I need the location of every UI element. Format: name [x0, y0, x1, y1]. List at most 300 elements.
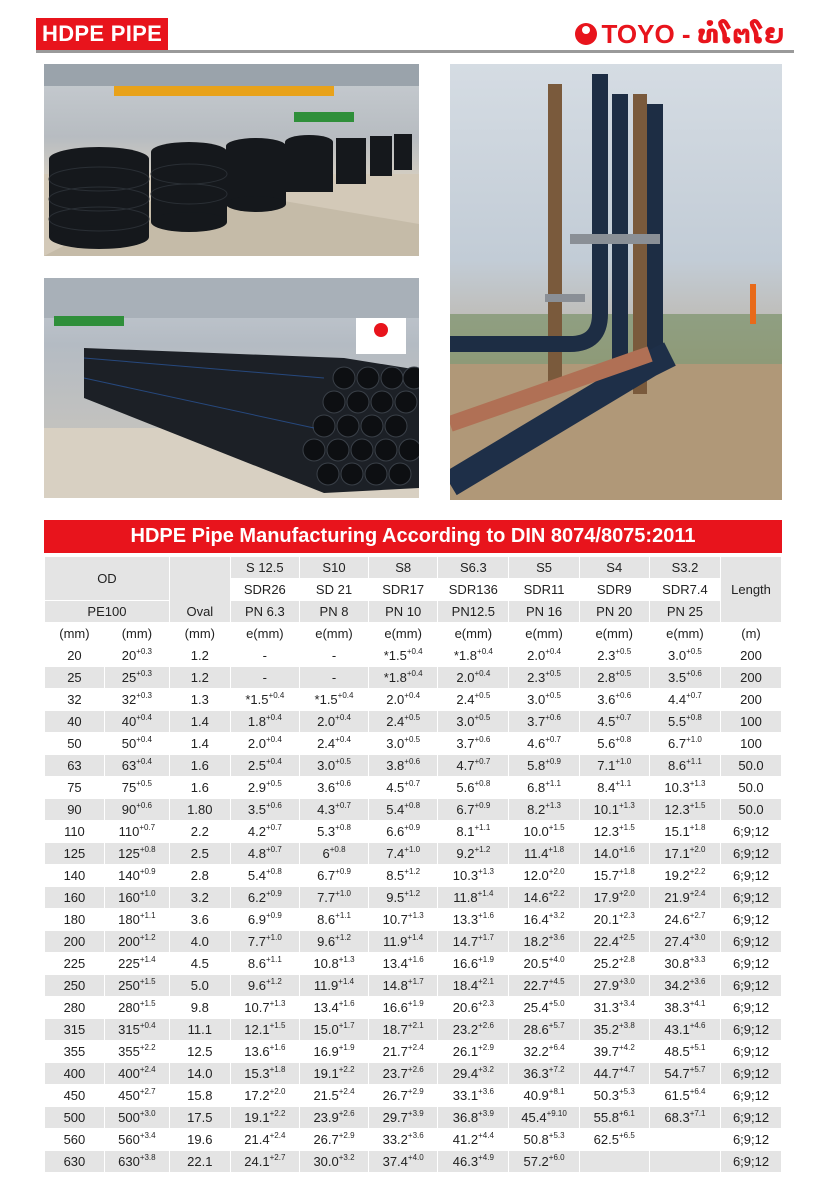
tolerance-superscript: +2.6	[338, 1108, 355, 1118]
cell-value: $27.4^{+3.0}$	[664, 932, 706, 949]
table-cell	[105, 909, 169, 930]
table-cell	[509, 755, 578, 776]
table-row	[45, 865, 781, 886]
cell-value: 200	[740, 692, 762, 707]
table-cell	[170, 1063, 230, 1084]
tolerance-superscript: +6.0	[548, 1152, 565, 1162]
cell-value: $16.9^{+1.9}$	[313, 1042, 355, 1059]
cell-value: $3.0^{+0.5}$	[456, 712, 491, 729]
cell-value: $15.7^{+1.8}$	[593, 866, 635, 883]
cell-value: $11.4^{+1.8}$	[523, 844, 565, 861]
table-cell	[369, 975, 437, 996]
table-cell	[231, 1019, 299, 1040]
table-row	[45, 1063, 781, 1084]
cell-value: $110^{+0.7}$	[118, 822, 156, 839]
table-cell	[300, 645, 368, 666]
cell-value: $11.9^{+1.4}$	[383, 932, 424, 949]
tolerance-superscript: +1.1	[474, 822, 491, 832]
tolerance-superscript: +1.1	[139, 910, 156, 920]
table-cell	[231, 975, 299, 996]
cell-value: $6.7^{+0.9}$	[456, 800, 491, 817]
cell-value: $4.7^{+0.7}$	[456, 756, 491, 773]
header-unit: e(mm)	[580, 623, 649, 644]
tolerance-superscript: +1.2	[265, 976, 282, 986]
table-cell	[45, 1151, 104, 1172]
tolerance-superscript: +0.6	[265, 800, 282, 810]
tolerance-superscript: +2.2	[689, 866, 706, 876]
tolerance-superscript: +0.9	[265, 888, 282, 898]
tolerance-superscript: +1.1	[545, 778, 561, 788]
cell-value: 4.5	[190, 956, 209, 971]
table-cell	[369, 1085, 437, 1106]
table-row	[45, 975, 781, 996]
tolerance-superscript: +4.7	[618, 1064, 635, 1074]
tolerance-superscript: +0.5	[615, 646, 632, 656]
cell-value: $16.6^{+1.9}$	[382, 998, 424, 1015]
table-cell	[45, 1019, 104, 1040]
cell-value: $2.0^{+0.4}$	[317, 712, 351, 729]
cell-value: $50^{+0.4}$	[121, 734, 152, 751]
table-row	[45, 1085, 781, 1106]
table-cell	[438, 667, 508, 688]
header-sdr: SDR136	[438, 579, 508, 600]
table-cell	[300, 843, 368, 864]
tolerance-superscript: +5.3	[618, 1086, 635, 1096]
tolerance-superscript: +0.4	[406, 646, 423, 656]
cell-value: $14.8^{+1.7}$	[382, 976, 424, 993]
table-cell	[369, 843, 437, 864]
header-pn: PN 8	[300, 601, 368, 622]
cell-value: $225^{+1.4}$	[118, 954, 156, 971]
cell-value: $7.7^{+1.0}$	[247, 932, 282, 949]
table-cell	[438, 953, 508, 974]
cell-value: 1.6	[190, 758, 209, 773]
table-cell	[170, 909, 230, 930]
tolerance-superscript: +0.5	[474, 712, 491, 722]
table-cell	[509, 799, 578, 820]
tolerance-superscript: +1.6	[338, 998, 355, 1008]
cell-value: $*1.5^{+0.4}$	[245, 690, 285, 707]
cell-value: $14.0^{+1.6}$	[593, 844, 635, 861]
tolerance-superscript: +0.4	[335, 712, 351, 722]
table-cell	[721, 799, 781, 820]
tolerance-superscript: +2.3	[478, 998, 494, 1008]
table-cell	[105, 777, 169, 798]
cell-value: 355	[63, 1044, 86, 1059]
tolerance-superscript: +4.1	[689, 998, 706, 1008]
table-cell	[300, 1041, 368, 1062]
cell-value: $63^{+0.4}$	[121, 756, 152, 773]
tolerance-superscript: +6.4	[689, 1086, 706, 1096]
cell-value: 110	[64, 824, 85, 839]
cell-value: $22.7^{+4.5}$	[523, 976, 565, 993]
header-unit: (mm)	[105, 623, 169, 644]
tolerance-superscript: +4.0	[548, 954, 565, 964]
table-cell	[580, 1019, 649, 1040]
cell-value: $32.2^{+6.4}$	[523, 1042, 565, 1059]
tolerance-superscript: +0.5	[335, 756, 351, 766]
tolerance-superscript: +1.0	[686, 734, 702, 744]
table-cell	[721, 755, 781, 776]
tolerance-superscript: +0.5	[404, 734, 421, 744]
table-cell	[509, 733, 578, 754]
cell-value: $3.8^{+0.6}$	[386, 756, 421, 773]
cell-value: 630	[63, 1154, 86, 1169]
table-cell	[369, 1019, 437, 1040]
tolerance-superscript: +2.4	[407, 1042, 424, 1052]
cell-value: $39.7^{+4.2}$	[593, 1042, 635, 1059]
cell-value: 250	[63, 978, 86, 993]
cell-value: $280^{+1.5}$	[118, 998, 156, 1015]
cell-value: $8.2^{+1.3}$	[527, 800, 561, 817]
cell-value: $4.5^{+0.7}$	[386, 778, 421, 795]
tolerance-superscript: +0.7	[404, 778, 421, 788]
tolerance-superscript: +1.6	[269, 1042, 286, 1052]
cell-value: $26.7^{+2.9}$	[382, 1086, 424, 1103]
cell-value: $29.4^{+3.2}$	[452, 1064, 494, 1081]
table-cell	[650, 953, 720, 974]
table-cell	[580, 1107, 649, 1128]
cell-value: $3.0^{+0.5}$	[386, 734, 421, 751]
cell-value: $12.3^{+1.5}$	[664, 800, 706, 817]
cell-value: 6;9;12	[732, 978, 770, 993]
cell-value: 6;9;12	[732, 1154, 770, 1169]
cell-value: $4.4^{+0.7}$	[668, 690, 702, 707]
table-cell	[509, 931, 578, 952]
header-s: S4	[580, 557, 649, 578]
cell-value: $355^{+2.2}$	[118, 1042, 156, 1059]
tolerance-superscript: +0.9	[139, 866, 156, 876]
table-cell	[509, 1063, 578, 1084]
table-cell	[300, 799, 368, 820]
cell-value: $44.7^{+4.7}$	[593, 1064, 635, 1081]
table-cell	[509, 909, 578, 930]
table-cell	[45, 909, 104, 930]
tolerance-superscript: +0.8	[265, 866, 282, 876]
cell-value: 6;9;12	[732, 1132, 770, 1147]
table-cell	[650, 1063, 720, 1084]
table-cell	[231, 909, 299, 930]
tolerance-superscript: +0.4	[265, 712, 282, 722]
table-cell	[721, 953, 781, 974]
table-cell	[369, 1063, 437, 1084]
cell-value: 15.8	[187, 1088, 213, 1103]
table-cell	[45, 931, 104, 952]
cell-value: $180^{+1.1}$	[118, 910, 156, 927]
table-cell	[300, 1129, 368, 1150]
cell-value: $34.2^{+3.6}$	[664, 976, 706, 993]
cell-value: $6^{+0.8}$	[322, 844, 346, 861]
tolerance-superscript: +1.6	[618, 844, 635, 854]
tolerance-superscript: +2.8	[618, 954, 635, 964]
table-row	[45, 1019, 781, 1040]
table-cell	[650, 711, 720, 732]
cell-value: $250^{+1.5}$	[118, 976, 156, 993]
table-row	[45, 711, 781, 732]
cell-value: $5.4^{+0.8}$	[247, 866, 282, 883]
cell-value: $20.5^{+4.0}$	[523, 954, 565, 971]
cell-value: 2.5	[190, 846, 209, 861]
table-cell	[45, 975, 104, 996]
cell-value: 1.3	[190, 692, 209, 707]
table-cell	[105, 931, 169, 952]
table-cell	[45, 689, 104, 710]
cell-value: 6;9;12	[732, 912, 770, 927]
tolerance-superscript: +0.7	[615, 712, 632, 722]
table-cell	[105, 1107, 169, 1128]
table-row	[45, 821, 781, 842]
tolerance-superscript: +3.6	[407, 1130, 424, 1140]
cell-value: $13.6^{+1.6}$	[244, 1042, 286, 1059]
tolerance-superscript: +0.7	[265, 844, 282, 854]
cell-value: $7.7^{+1.0}$	[317, 888, 351, 905]
tolerance-superscript: +2.9	[407, 1086, 424, 1096]
tolerance-superscript: +0.9	[335, 866, 351, 876]
cell-value: 200	[740, 648, 762, 663]
tolerance-superscript: +2.4	[139, 1064, 156, 1074]
tolerance-superscript: +0.8	[139, 844, 156, 854]
cell-value: 1.4	[190, 736, 209, 751]
table-cell	[509, 1129, 578, 1150]
table-cell	[509, 1041, 578, 1062]
cell-value: $46.3^{+4.9}$	[452, 1152, 494, 1169]
cell-value: 160	[63, 890, 86, 905]
table-cell	[231, 711, 299, 732]
table-title: HDPE Pipe Manufacturing According to DIN 8074/8075:2011	[44, 520, 782, 553]
table-row	[45, 733, 781, 754]
tolerance-superscript: +1.4	[407, 932, 424, 942]
table-cell	[721, 645, 781, 666]
table-cell	[105, 821, 169, 842]
tolerance-superscript: +0.6	[615, 690, 632, 700]
table-row	[45, 953, 781, 974]
tolerance-superscript: +4.2	[618, 1042, 635, 1052]
cell-value: 3.6	[190, 912, 209, 927]
table-cell	[45, 733, 104, 754]
table-cell	[105, 997, 169, 1018]
cell-value: 6;9;12	[732, 1022, 770, 1037]
table-cell	[721, 733, 781, 754]
table-cell	[105, 733, 169, 754]
table-cell	[509, 645, 578, 666]
tolerance-superscript: +0.6	[136, 800, 152, 810]
tolerance-superscript: +1.5	[269, 1020, 286, 1030]
tolerance-superscript: +0.3	[136, 668, 152, 678]
cell-value: $10.7^{+1.3}$	[382, 910, 424, 927]
table-cell	[170, 843, 230, 864]
table-cell	[650, 1085, 720, 1106]
header-unit: e(mm)	[231, 623, 299, 644]
cell-value: $6.9^{+0.9}$	[247, 910, 282, 927]
table-cell	[721, 865, 781, 886]
table-cell	[650, 799, 720, 820]
table-cell	[105, 711, 169, 732]
tolerance-superscript: +6.1	[618, 1108, 635, 1118]
cell-value: $630^{+3.8}$	[118, 1152, 156, 1169]
cell-value: 500	[63, 1110, 86, 1125]
tolerance-superscript: +0.4	[136, 734, 152, 744]
table-cell	[300, 667, 368, 688]
cell-value: $16.6^{+1.9}$	[452, 954, 494, 971]
table-cell	[650, 667, 720, 688]
table-cell	[369, 755, 437, 776]
table-cell	[438, 887, 508, 908]
cell-value: $6.6^{+0.9}$	[386, 822, 421, 839]
header-s: S3.2	[650, 557, 720, 578]
cell-value: $9.6^{+1.2}$	[247, 976, 282, 993]
cell-value: $14.6^{+2.2}$	[523, 888, 565, 905]
cell-value: 63	[67, 758, 82, 773]
header-sdr: SDR26	[231, 579, 299, 600]
table-cell	[721, 689, 781, 710]
cell-value: $26.7^{+2.9}$	[313, 1130, 355, 1147]
tolerance-superscript: +0.4	[268, 690, 285, 700]
table-cell	[721, 667, 781, 688]
table-cell	[231, 1129, 299, 1150]
table-row	[45, 777, 781, 798]
tolerance-superscript: +0.5	[545, 690, 561, 700]
table-row	[45, 689, 781, 710]
tolerance-superscript: +0.7	[686, 690, 702, 700]
tolerance-superscript: +2.4	[338, 1086, 355, 1096]
table-cell	[509, 1151, 578, 1172]
cell-value: 1.2	[190, 648, 209, 663]
table-cell	[170, 1107, 230, 1128]
cell-value: $40.9^{+8.1}$	[523, 1086, 565, 1103]
tolerance-superscript: +3.0	[689, 932, 706, 942]
table-cell	[580, 865, 649, 886]
table-cell	[509, 1019, 578, 1040]
table-cell	[438, 909, 508, 930]
tolerance-superscript: +5.3	[548, 1130, 565, 1140]
table-cell	[170, 755, 230, 776]
cell-value: $32^{+0.3}$	[121, 690, 152, 707]
cell-value: $2.9^{+0.5}$	[247, 778, 282, 795]
cell-value: $55.8^{+6.1}$	[593, 1108, 635, 1125]
cell-value: $62.5^{+6.5}$	[593, 1130, 635, 1147]
header-unit: e(mm)	[509, 623, 578, 644]
cell-value: $90^{+0.6}$	[121, 800, 152, 817]
cell-value: $560^{+3.4}$	[118, 1130, 156, 1147]
tolerance-superscript: +0.5	[686, 646, 702, 656]
cell-value: $3.0^{+0.5}$	[317, 756, 351, 773]
table-cell	[300, 975, 368, 996]
cell-value: 50.0	[738, 758, 764, 773]
tolerance-superscript: +2.4	[269, 1130, 286, 1140]
tolerance-superscript: +3.6	[478, 1086, 494, 1096]
cell-value: $3.0^{+0.5}$	[527, 690, 561, 707]
tolerance-superscript: +6.4	[548, 1042, 565, 1052]
header-unit: e(mm)	[438, 623, 508, 644]
table-cell	[650, 689, 720, 710]
cell-value: $54.7^{+5.7}$	[664, 1064, 706, 1081]
cell-value: $30.0^{+3.2}$	[313, 1152, 355, 1169]
cell-value: $15.3^{+1.8}$	[244, 1064, 286, 1081]
cell-value: $160^{+1.0}$	[118, 888, 156, 905]
table-cell	[438, 1151, 508, 1172]
table-cell	[721, 909, 781, 930]
table-cell	[105, 1151, 169, 1172]
cell-value: $6.2^{+0.9}$	[247, 888, 282, 905]
table-cell	[721, 777, 781, 798]
table-cell	[300, 711, 368, 732]
cell-value: $4.8^{+0.7}$	[247, 844, 282, 861]
cell-value: $21.4^{+2.4}$	[244, 1130, 286, 1147]
table-cell	[721, 1019, 781, 1040]
cell-value: $20.6^{+2.3}$	[452, 998, 494, 1015]
table-cell	[231, 1063, 299, 1084]
table-cell	[721, 711, 781, 732]
cell-value: $23.2^{+2.6}$	[452, 1020, 494, 1037]
tolerance-superscript: +0.4	[136, 756, 152, 766]
cell-value: $36.3^{+7.2}$	[523, 1064, 565, 1081]
cell-value: $19.1^{+2.2}$	[244, 1108, 286, 1125]
tolerance-superscript: +3.2	[478, 1064, 494, 1074]
cell-value: $1.8^{+0.4}$	[247, 712, 282, 729]
table-cell	[300, 1107, 368, 1128]
cell-value: $315^{+0.4}$	[118, 1020, 156, 1037]
table-cell	[438, 1107, 508, 1128]
table-cell	[438, 865, 508, 886]
cell-value: $450^{+2.7}$	[118, 1086, 156, 1103]
cell-value: $10.1^{+1.3}$	[593, 800, 635, 817]
tolerance-superscript: +1.7	[478, 932, 494, 942]
table-cell	[650, 865, 720, 886]
table-cell	[650, 777, 720, 798]
cell-value: $2.4^{+0.5}$	[386, 712, 421, 729]
table-cell	[650, 931, 720, 952]
tolerance-superscript: +0.4	[337, 690, 354, 700]
table-cell	[438, 821, 508, 842]
table-cell	[369, 909, 437, 930]
cell-value: 90	[67, 802, 82, 817]
tolerance-superscript: +2.9	[478, 1042, 494, 1052]
cell-value: 100	[740, 714, 762, 729]
cell-value: 75	[67, 780, 82, 795]
table-cell	[650, 909, 720, 930]
cell-value: $41.2^{+4.4}$	[452, 1130, 494, 1147]
table-cell	[300, 1085, 368, 1106]
tolerance-superscript: +1.8	[618, 866, 635, 876]
tolerance-superscript: +2.2	[338, 1064, 355, 1074]
cell-value: $9.5^{+1.2}$	[386, 888, 421, 905]
tolerance-superscript: +0.5	[545, 668, 561, 678]
header-unit: e(mm)	[300, 623, 368, 644]
cell-value: $36.8^{+3.9}$	[452, 1108, 494, 1125]
table-cell	[300, 931, 368, 952]
tolerance-superscript: +1.3	[689, 778, 706, 788]
tolerance-superscript: +2.3	[618, 910, 635, 920]
tolerance-superscript: +0.6	[686, 668, 702, 678]
tolerance-superscript: +3.8	[139, 1152, 156, 1162]
tolerance-superscript: +2.0	[618, 888, 635, 898]
tolerance-superscript: +0.8	[474, 778, 491, 788]
tolerance-superscript: +1.0	[615, 756, 632, 766]
cell-value: $16.4^{+3.2}$	[523, 910, 565, 927]
tolerance-superscript: +4.6	[689, 1020, 706, 1030]
header-oval: Oval	[170, 557, 230, 622]
table-row	[45, 799, 781, 820]
table-cell	[580, 975, 649, 996]
cell-value: $9.6^{+1.2}$	[317, 932, 351, 949]
table-cell	[509, 1107, 578, 1128]
tolerance-superscript: +0.7	[139, 822, 156, 832]
tolerance-superscript: +0.5	[136, 778, 152, 788]
table-cell	[438, 755, 508, 776]
tolerance-superscript: +3.9	[478, 1108, 494, 1118]
table-cell	[438, 711, 508, 732]
table-cell	[438, 975, 508, 996]
